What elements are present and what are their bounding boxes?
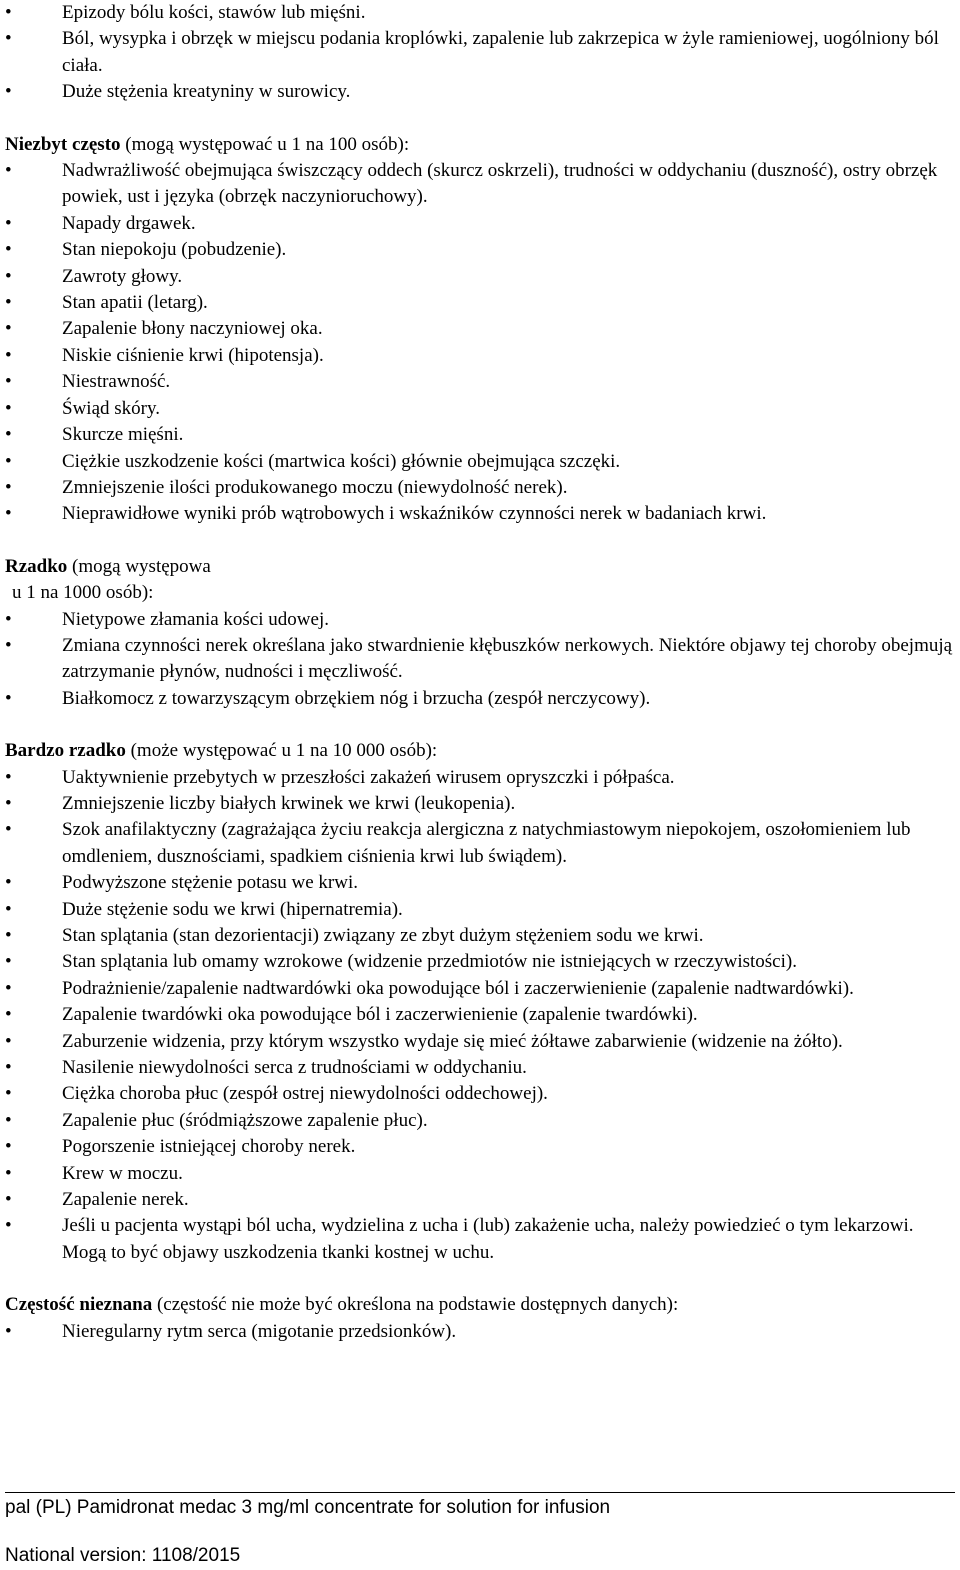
section-heading-very-rare [0,738,960,764]
list-item: • Białkomocz z towarzyszącym obrzękiem nóg i brzucha (zespół nerczycowy). [0,686,960,712]
section-heading-uncommon [0,132,960,158]
list-item: • Zmniejszenie ilości produkowanego moczu (niewydolność nerek). [0,475,960,501]
intro-list [0,0,960,106]
footer-product-name: pal (PL) Pamidronat medac 3 mg/ml concentrate for solution for infusion [5,1497,611,1518]
list-item: • Duże stężenia kreatyniny w surowicy. [0,79,960,105]
page-footer [0,1492,960,1570]
list-item: • Niestrawność. [0,369,960,395]
very-rare-list [0,765,960,1267]
frequency-label: Niezbyt często [5,133,121,155]
list-item: • Duże stężenie sodu we krwi (hipernatremia). [0,897,960,923]
list-item: • Napady drgawek. [0,211,960,237]
list-item: • Stan splątania lub omamy wzrokowe (widzenie przedmiotów nie istniejących w rzeczywistości). [0,949,960,975]
footer-version: National version: 1108/2015 [5,1545,241,1567]
list-item: • Zapalenie nerek. [0,1187,960,1213]
list-item: • Nietypowe złamania kości udowej. [0,607,960,633]
section-heading-rare [0,554,960,580]
list-item: • Stan niepokoju (pobudzenie). [0,237,960,263]
spacer [0,106,960,132]
list-item: • Ból, wysypka i obrzęk w miejscu podania kroplówki, zapalenie lub zakrzepica w żyle ramieniowej, uogólniony ból ciała. [0,26,960,79]
frequency-label: Bardzo rzadko [5,740,126,762]
frequency-label: Rzadko [5,555,68,577]
rare-list [0,607,960,713]
list-item: • Nasilenie niewydolności serca z trudnościami w oddychaniu. [0,1055,960,1081]
list-item: • Uaktywnienie przebytych w przeszłości zakażeń wirusem opryszczki i półpaśca. [0,765,960,791]
list-item: • Nadwrażliwość obejmująca świszczący oddech (skurcz oskrzeli), trudności w oddychaniu (duszność), ostry obrzęk powiek, ust i języka (obrzęk naczynioruchowy). [0,158,960,211]
list-item: • Zapalenie płuc (śródmiąższowe zapalenie płuc). [0,1108,960,1134]
list-item: • Epizody bólu kości, stawów lub mięśni. [0,0,960,26]
uncommon-list [0,158,960,528]
frequency-text: (częstość nie może być określona na podstawie dostępnych danych): [152,1294,679,1316]
frequency-text: (mogą występowa [67,555,211,577]
spacer [0,712,960,738]
list-item: • Nieprawidłowe wyniki prób wątrobowych i wskaźników czynności nerek w badaniach krwi. [0,501,960,527]
list-item: • Krew w moczu. [0,1161,960,1187]
frequency-text: (mogą występować u 1 na 100 osób): [120,133,410,155]
list-item: • Niskie ciśnienie krwi (hipotensja). [0,343,960,369]
frequency-text: (może występować u 1 na 10 000 osób): [125,740,438,762]
list-item: • Podwyższone stężenie potasu we krwi. [0,870,960,896]
list-item: • Zawroty głowy. [0,264,960,290]
list-item: • Zmniejszenie liczby białych krwinek we krwi (leukopenia). [0,791,960,817]
list-item: • Skurcze mięśni. [0,422,960,448]
spacer [0,1266,960,1292]
list-item: • Ciężka choroba płuc (zespół ostrej niewydolności oddechowej). [0,1081,960,1107]
frequency-text-line2: u 1 na 1000 osób): [12,582,154,604]
frequency-label: Częstość nieznana [5,1294,153,1316]
list-item: • Świąd skóry. [0,396,960,422]
list-item: • Ciężkie uszkodzenie kości (martwica kości) głównie obejmująca szczęki. [0,449,960,475]
list-item: • Szok anafilaktyczny (zagrażająca życiu reakcja alergiczna z natychmiastowym niepokojem, oszołomieniem lub omdleniem, dusznościami, spadkiem ciśnienia krwi lub świądem). [0,817,960,870]
list-item: • Nieregularny rytm serca (migotanie przedsionków). [0,1319,960,1345]
spacer [0,528,960,554]
list-item: • Pogorszenie istniejącej choroby nerek. [0,1134,960,1160]
list-item: • Zmiana czynności nerek określana jako stwardnienie kłębuszków nerkowych. Niektóre objawy tej choroby obejmują zatrzymanie płynów, nudności i męczliwość. [0,633,960,686]
list-item: • Zapalenie błony naczyniowej oka. [0,316,960,342]
list-item: • Stan splątania (stan dezorientacji) związany ze zbyt dużym stężeniem sodu we krwi. [0,923,960,949]
list-item: • Zapalenie twardówki oka powodujące ból i zaczerwienienie (zapalenie twardówki). [0,1002,960,1028]
section-heading-unknown [0,1292,960,1318]
list-item: • Zaburzenie widzenia, przy którym wszystko wydaje się mieć żółtawe zabarwienie (widzenie na żółto). [0,1029,960,1055]
list-item: • Jeśli u pacjenta wystąpi ból ucha, wydzielina z ucha i (lub) zakażenie ucha, należy powiedzieć o tym lekarzowi. Mogą to być objawy uszkodzenia tkanki kostnej w uchu. [0,1213,960,1266]
list-item: • Stan apatii (letarg). [0,290,960,316]
list-item: • Podrażnienie/zapalenie nadtwardówki oka powodujące ból i zaczerwienienie (zapalenie nadtwardówki). [0,976,960,1002]
unknown-list [0,1319,960,1345]
footer-divider [5,1492,955,1493]
